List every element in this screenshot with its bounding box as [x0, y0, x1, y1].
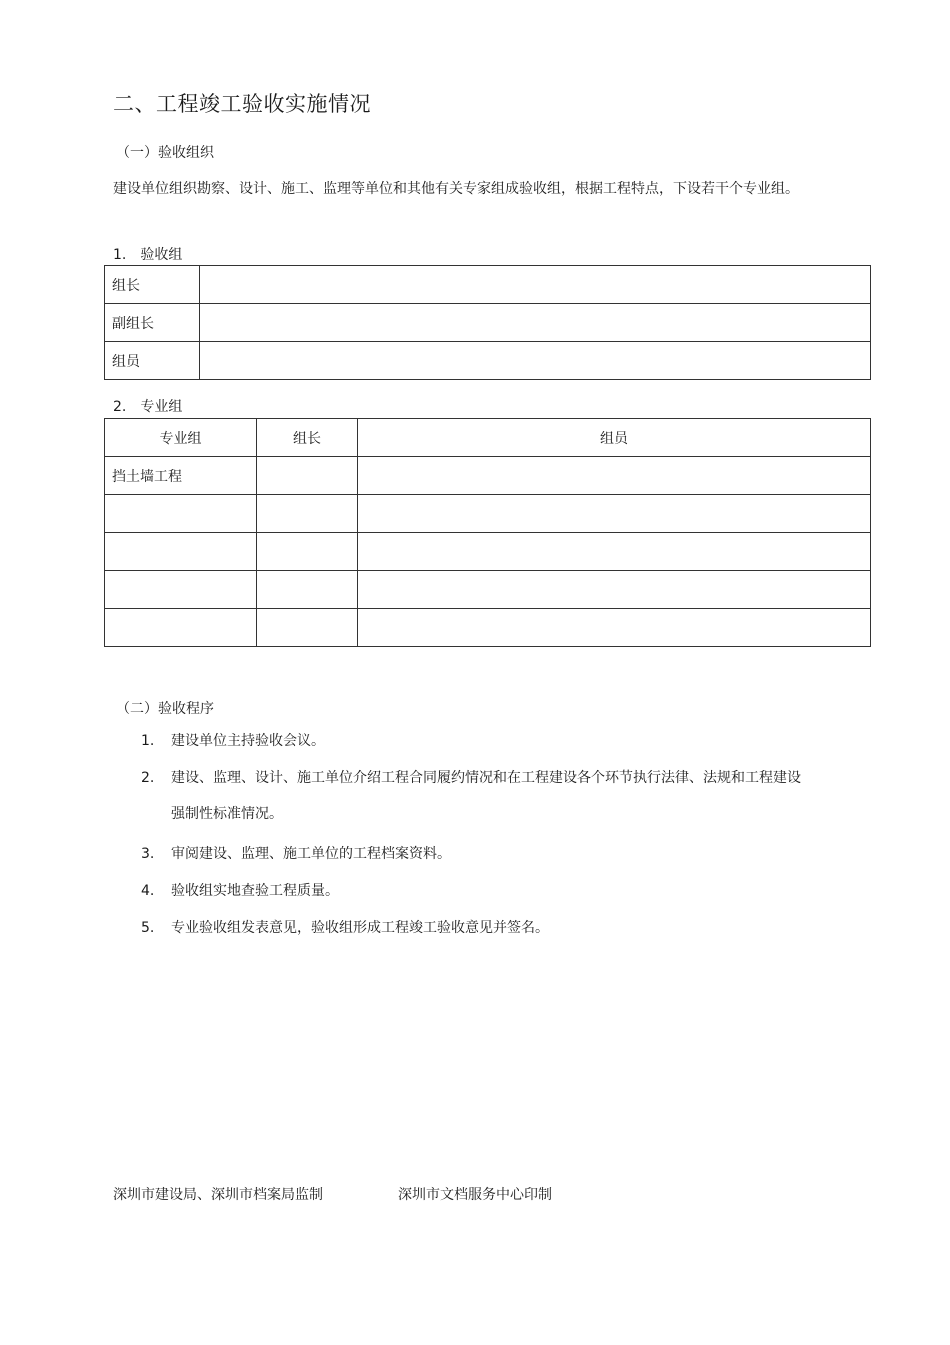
table-cell	[257, 457, 358, 495]
step-number: 5.	[141, 920, 155, 936]
table-cell	[358, 533, 871, 571]
table-cell	[358, 457, 871, 495]
table-row	[105, 457, 871, 495]
table-row	[105, 266, 871, 304]
list-item	[141, 910, 801, 946]
row-value	[200, 304, 871, 342]
table-row	[105, 571, 871, 609]
row-key: 组员	[105, 342, 200, 380]
group2-label: 2. 专业组	[113, 399, 183, 415]
footer-supervisor: 深圳市建设局、深圳市档案局监制	[113, 1187, 323, 1203]
table-row	[105, 533, 871, 571]
row-value	[200, 266, 871, 304]
table-row	[105, 304, 871, 342]
header-cell: 专业组	[105, 419, 257, 457]
row-value	[200, 342, 871, 380]
step-text: 建设、监理、设计、施工单位介绍工程合同履约情况和在工程建设各个环节执行法律、法规和工程建设强制性标准情况。	[171, 770, 801, 822]
step-text: 验收组实地查验工程质量。	[171, 883, 339, 899]
table-cell	[257, 495, 358, 533]
org-subheading: （一）验收组织	[116, 145, 214, 161]
table-row	[105, 609, 871, 647]
step-text: 审阅建设、监理、施工单位的工程档案资料。	[171, 846, 451, 862]
table-row	[105, 342, 871, 380]
table-cell	[105, 571, 257, 609]
table-row	[105, 495, 871, 533]
header-cell: 组长	[257, 419, 358, 457]
list-item	[141, 873, 801, 909]
table-cell	[105, 533, 257, 571]
table-cell	[257, 609, 358, 647]
step-number: 4.	[141, 883, 155, 899]
table-cell	[105, 495, 257, 533]
list-item	[141, 760, 801, 832]
step-number: 2.	[141, 770, 155, 786]
org-paragraph: 建设单位组织勘察、设计、施工、监理等单位和其他有关专家组成验收组，根据工程特点，下设若干个专业组。	[113, 181, 799, 197]
professional-group-table	[104, 418, 871, 647]
list-item	[141, 723, 801, 759]
section-heading: 二、工程竣工验收实施情况	[113, 92, 371, 116]
table-cell	[358, 571, 871, 609]
table-header-row	[105, 419, 871, 457]
table-cell	[257, 533, 358, 571]
group1-label: 1. 验收组	[113, 247, 183, 263]
row-key: 组长	[105, 266, 200, 304]
step-text: 建设单位主持验收会议。	[171, 733, 325, 749]
step-number: 1.	[141, 733, 155, 749]
table-cell	[358, 609, 871, 647]
table-cell: 挡土墙工程	[105, 457, 257, 495]
table-cell	[257, 571, 358, 609]
header-cell: 组员	[358, 419, 871, 457]
table-cell	[358, 495, 871, 533]
footer-printer: 深圳市文档服务中心印制	[398, 1187, 552, 1203]
table-cell	[105, 609, 257, 647]
list-item	[141, 836, 801, 872]
step-text: 专业验收组发表意见，验收组形成工程竣工验收意见并签名。	[171, 920, 549, 936]
procedure-subheading: （二）验收程序	[116, 701, 214, 717]
acceptance-group-table	[104, 265, 871, 380]
step-number: 3.	[141, 846, 155, 862]
row-key: 副组长	[105, 304, 200, 342]
